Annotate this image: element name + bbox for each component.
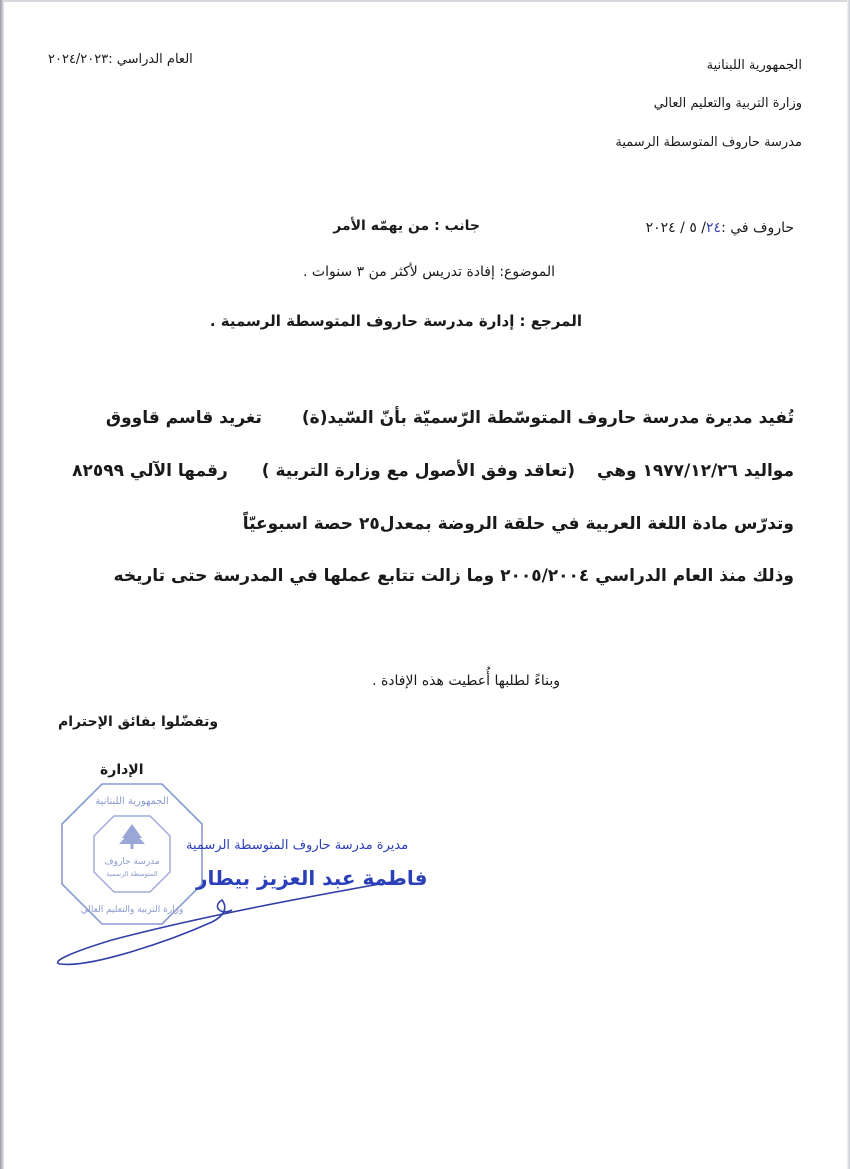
signature-name: فاطمة عبد العزيز بيطار bbox=[196, 866, 428, 890]
header-school: مدرسة حاروف المتوسطة الرسمية bbox=[615, 135, 802, 150]
header-republic: الجمهورية اللبنانية bbox=[706, 58, 802, 73]
signature-scribble bbox=[52, 836, 412, 966]
body-line-4: وذلك منذ العام الدراسي ٢٠٠٥/٢٠٠٤ وما زالت تتابع عملها في المدرسة حتى تاريخه bbox=[113, 566, 794, 586]
page-edge-top bbox=[0, 0, 850, 2]
place-date-label: حاروف في : bbox=[721, 220, 794, 236]
addressee: جانب : من يهمّه الأمر bbox=[333, 218, 480, 234]
academic-year-value: ٢٠٢٤/٢٠٢٣ bbox=[48, 52, 109, 67]
subject: الموضوع: إفادة تدريس لأكثر من ٣ سنوات . bbox=[303, 264, 555, 280]
date-day-handwritten: ٢٤ bbox=[706, 220, 722, 236]
page-edge-left bbox=[0, 0, 4, 1169]
birth-date: مواليد ١٩٧٧/١٢/٢٦ وهي bbox=[597, 461, 794, 481]
signature-stroke bbox=[58, 880, 402, 964]
signature-title: مديرة مدرسة حاروف المتوسطة الرسمية bbox=[186, 838, 409, 853]
date-rest: / ٥ / ٢٠٢٤ bbox=[645, 220, 707, 236]
given-at-request: وبناءً لطلبها أُعطيت هذه الإفادة . bbox=[372, 673, 560, 689]
employee-id: رقمها الآلي ٨٢٥٩٩ bbox=[72, 461, 228, 481]
regards: وتفضّلوا بفائق الإحترام bbox=[58, 714, 219, 730]
place-date bbox=[646, 220, 794, 236]
person-name: تغريد قاسم قاووق bbox=[105, 408, 262, 428]
stamp-inner-line-2: المتوسطة الرسمية bbox=[106, 870, 158, 878]
contract-status: (تعاقد وفق الأصول مع وزارة التربية ) bbox=[261, 461, 575, 481]
administration-label: الإدارة bbox=[100, 762, 144, 778]
header-ministry: وزارة التربية والتعليم العالي bbox=[653, 96, 802, 111]
body-line-3: وتدرّس مادة اللغة العربية في حلقة الروضة بمعدل٢٥ حصة اسبوعيّاً bbox=[242, 514, 794, 534]
academic-year-label: العام الدراسي : bbox=[108, 52, 193, 67]
reference: المرجع : إدارة مدرسة حاروف المتوسطة الرسمية . bbox=[209, 312, 582, 330]
body-line-1-text: تُفيد مديرة مدرسة حاروف المتوسّطة الرّسميّة بأنّ السّيد(ة) bbox=[301, 408, 794, 428]
stamp-outer-top: الجمهورية اللبنانية bbox=[95, 796, 169, 807]
academic-year bbox=[48, 52, 193, 67]
stamp-outer-bottom: وزارة التربية والتعليم العالي bbox=[80, 905, 184, 915]
stamp-inner-line-1: مدرسة حاروف bbox=[104, 857, 160, 867]
body-line-1 bbox=[106, 408, 794, 428]
body-line-2 bbox=[72, 461, 794, 481]
